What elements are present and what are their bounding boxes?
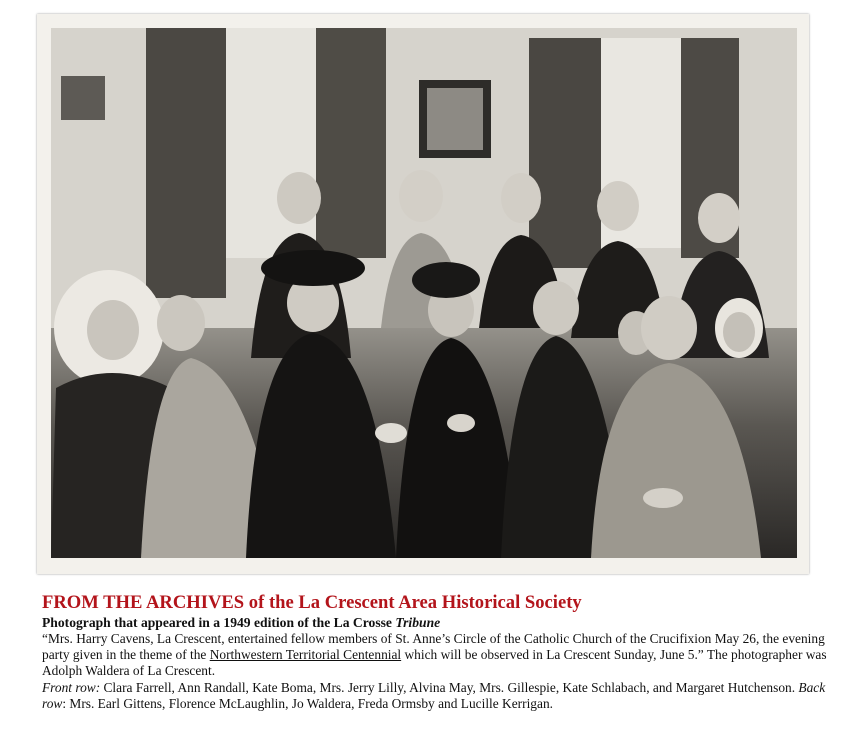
quote-underlined: Northwestern Territorial Centennial — [209, 647, 402, 663]
caption — [42, 592, 842, 712]
subtitle-italic: Tribune — [395, 615, 441, 630]
front-row-names: Clara Farrell, Ann Randall, Kate Boma, Mrs. Jerry Lilly, Alvina May, Mrs. Gillespie, Kate Schlabach, and Margaret Hutchenson. — [100, 679, 799, 695]
photo-illustration — [51, 28, 797, 558]
subtitle-main: Photograph that appeared in a 1949 edition of the La Crosse — [42, 615, 396, 630]
front-row-label: Front row: — [42, 679, 101, 695]
photo-frame — [37, 14, 809, 574]
caption-title: FROM THE ARCHIVES of the La Crescent Area Historical Society — [42, 592, 582, 613]
quote-part2: which will be observed in La Crescent Sunday, June 5.” The photographer was Adolph Waldera of La Crescent. — [42, 647, 827, 679]
back-row-names: : Mrs. Earl Gittens, Florence McLaughlin, Jo Waldera, Freda Ormsby and Lucille Kerrigan. — [62, 695, 553, 711]
archival-group-photo — [51, 28, 797, 558]
caption-names — [42, 680, 842, 712]
caption-quote — [42, 631, 842, 680]
quote-part1: “Mrs. Harry Cavens, La Crescent, entertained fellow members of St. Anne’s Circle of the Catholic Church of the Crucifixion May 26, the evening party given in the theme of the — [42, 631, 825, 663]
back-row-label: Back row — [42, 679, 826, 711]
caption-subtitle — [42, 614, 842, 631]
